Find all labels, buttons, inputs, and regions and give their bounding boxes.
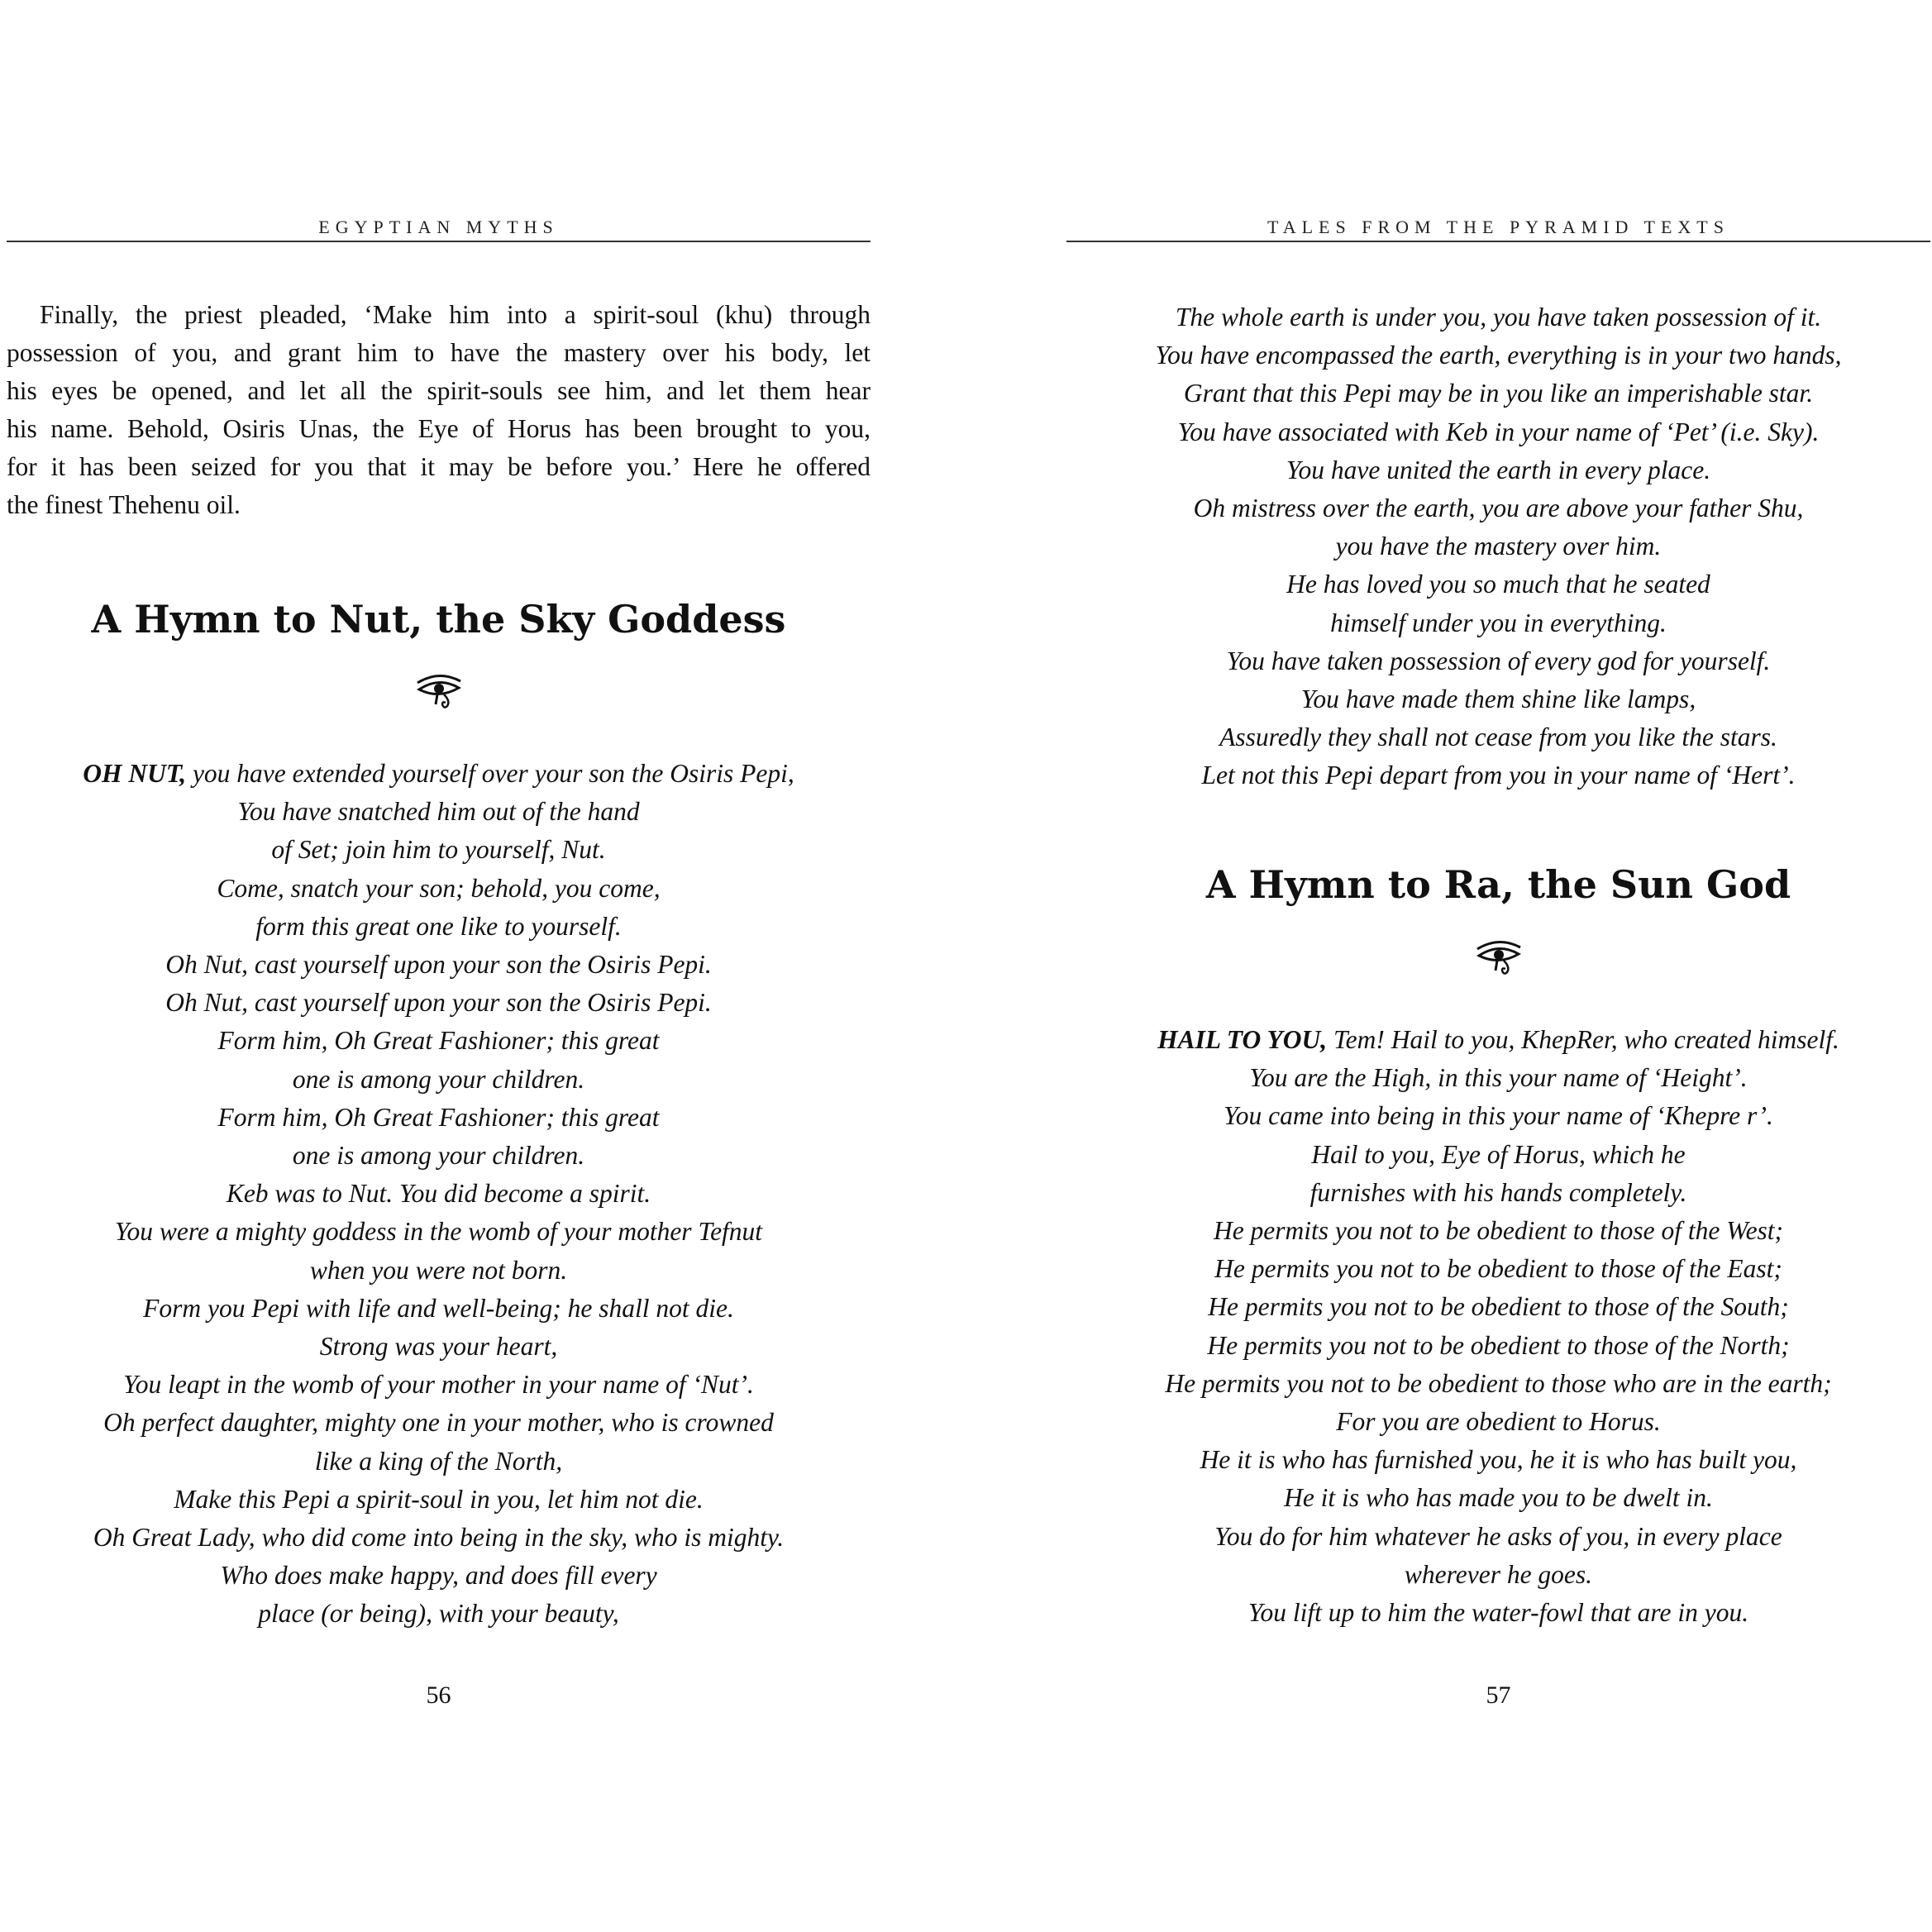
verse-line: place (or being), with your beauty,: [258, 1599, 619, 1629]
verse-line: You lift up to him the water-fowl that are in you.: [1247, 1598, 1749, 1628]
eye-of-horus-icon: [413, 671, 465, 711]
verse-line: He it is who has made you to be dwelt in.: [1284, 1483, 1713, 1513]
verse-line: Who does make happy, and does fill every: [220, 1561, 657, 1591]
verse-line: himself under you in everything.: [1330, 608, 1667, 637]
eye-of-horus-icon: [1472, 937, 1525, 977]
verse-line: Let not this Pepi depart from you in your name of ‘Hert’.: [1201, 761, 1796, 790]
verse-line: Form you Pepi with life and well-being; he shall not die.: [143, 1293, 734, 1323]
prose-line: for it has been seized for you that it may be before you.’ Here he offered: [7, 452, 871, 481]
verse-line-text: Tem! Hail to you, KhepRer, who created himself.: [1327, 1025, 1839, 1054]
verse-line: Oh Nut, cast yourself upon your son the Osiris Pepi.: [165, 988, 712, 1018]
verse-line: Form him, Oh Great Fashioner; this great: [217, 1102, 660, 1132]
section-heading: A Hymn to Nut, the Sky Goddess: [91, 597, 786, 642]
verse-line: Grant that this Pepi may be in you like an imperishable star.: [1183, 379, 1814, 408]
verse-line: Oh Nut, cast yourself upon your son the Osiris Pepi.: [165, 950, 712, 980]
verse-line: one is among your children.: [292, 1064, 585, 1094]
hymn-verse: [7, 755, 871, 1634]
running-head: EGYPTIAN MYTHS: [318, 217, 559, 237]
verse-lead: OH NUT,: [83, 759, 187, 788]
verse-line: like a king of the North,: [314, 1446, 563, 1476]
verse-line: You have taken possession of every god for yourself.: [1226, 646, 1771, 675]
verse-line: You do for him whatever he asks of you, in every place: [1214, 1521, 1782, 1551]
verse-line: You leapt in the womb of your mother in your name of ‘Nut’.: [123, 1370, 754, 1400]
verse-line: of Set; join him to yourself, Nut.: [271, 835, 606, 865]
verse-line: You are the High, in this your name of ‘Height’.: [1249, 1063, 1748, 1093]
verse-line: He permits you not to be obedient to those of the North;: [1207, 1330, 1790, 1360]
prose-line: Finally, the priest pleaded, ‘Make him into a spirit-soul (khu) through: [40, 300, 871, 329]
prose-line: his name. Behold, Osiris Unas, the Eye of Horus has been brought to you,: [7, 414, 871, 443]
verse-line: Oh perfect daughter, mighty one in your mother, who is crowned: [103, 1408, 774, 1438]
verse-line: furnishes with his hands completely.: [1309, 1177, 1687, 1207]
verse-line: Strong was your heart,: [319, 1332, 558, 1362]
running-head: TALES FROM THE PYRAMID TEXTS: [1267, 217, 1729, 237]
left-page: [7, 0, 871, 1932]
verse-line: You came into being in this your name of ‘Khepre r’.: [1224, 1101, 1773, 1131]
verse-line: You have associated with Keb in your name of ‘Pet’ (i.e. Sky).: [1177, 417, 1820, 446]
right-page: [1066, 0, 1930, 1932]
verse-line: Oh Great Lady, who did come into being in the sky, who is mighty.: [93, 1523, 785, 1553]
verse-line: He permits you not to be obedient to those who are in the earth;: [1165, 1368, 1832, 1398]
verse-line: The whole earth is under you, you have taken possession of it.: [1175, 303, 1822, 332]
verse-line: form this great one like to yourself.: [255, 911, 622, 941]
section-heading: A Hymn to Ra, the Sun God: [1205, 862, 1791, 907]
verse-line: Assuredly they shall not cease from you like the stars.: [1219, 723, 1777, 752]
verse-line: wherever he goes.: [1404, 1559, 1593, 1589]
verse-line: You have united the earth in every place.: [1286, 455, 1711, 484]
verse-line-text: you have extended yourself over your son the Osiris Pepi,: [186, 759, 794, 788]
page-number: 56: [426, 1682, 451, 1709]
verse-line: He has loved you so much that he seated: [1286, 570, 1710, 599]
header-rule: [7, 241, 871, 242]
prose-line: the finest Thehenu oil.: [7, 490, 241, 519]
verse-line: He permits you not to be obedient to those of the West;: [1213, 1216, 1784, 1246]
prose-line: his eyes be opened, and let all the spirit-souls see him, and let them hear: [7, 376, 871, 405]
verse-line: [1066, 1021, 1930, 1059]
prose-line: possession of you, and grant him to have the mastery over his body, let: [7, 338, 871, 367]
verse-line: Form him, Oh Great Fashioner; this great: [217, 1026, 660, 1056]
verse-line: You have snatched him out of the hand: [237, 797, 640, 827]
verse-line: Come, snatch your son; behold, you come,: [217, 873, 661, 903]
page-number: 57: [1486, 1682, 1511, 1709]
verse-line: one is among your children.: [292, 1141, 585, 1171]
verse-line: Make this Pepi a spirit-soul in you, let him not die.: [174, 1484, 704, 1514]
verse-line: when you were not born.: [309, 1255, 568, 1285]
verse-line: You have made them shine like lamps,: [1300, 685, 1696, 714]
verse-line: Hail to you, Eye of Horus, which he: [1311, 1139, 1686, 1169]
verse-lead: HAIL TO YOU,: [1157, 1025, 1328, 1054]
verse-line: For you are obedient to Horus.: [1336, 1407, 1661, 1437]
verse-line: [7, 755, 871, 793]
verse-line: Oh mistress over the earth, you are above your father Shu,: [1193, 494, 1804, 523]
verse-line: You have encompassed the earth, everything is in your two hands,: [1155, 341, 1842, 370]
hymn-verse: [1066, 1021, 1930, 1632]
verse-line: He permits you not to be obedient to those of the East;: [1214, 1254, 1782, 1284]
verse-line: He it is who has furnished you, he it is who has built you,: [1200, 1445, 1797, 1475]
header-rule: [1066, 241, 1930, 242]
verse-line: you have the mastery over him.: [1335, 532, 1662, 561]
hymn-verse-continued: [1066, 298, 1930, 795]
verse-line: He permits you not to be obedient to those of the South;: [1208, 1292, 1789, 1322]
verse-line: You were a mighty goddess in the womb of your mother Tefnut: [114, 1217, 763, 1247]
prose-paragraph: [7, 296, 871, 524]
verse-line: Keb was to Nut. You did become a spirit.: [226, 1179, 651, 1209]
